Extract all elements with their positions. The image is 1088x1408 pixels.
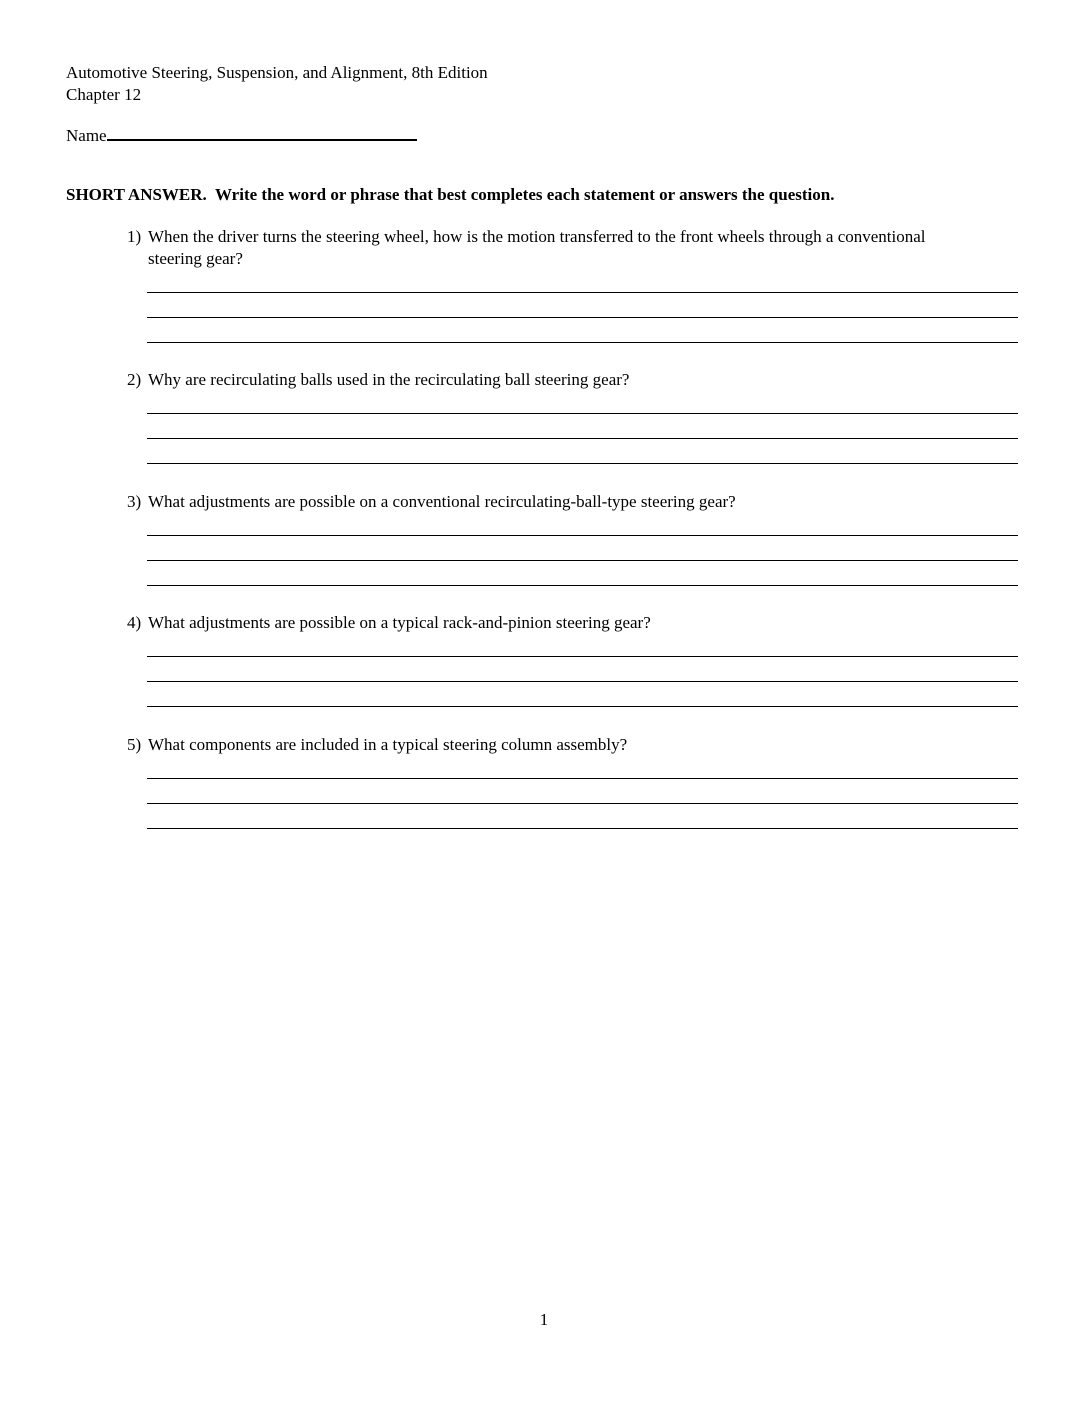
answer-blank-line [147, 682, 1018, 707]
answer-blank-line [147, 293, 1018, 318]
answer-lines-group [147, 632, 1018, 707]
question-number: 1) [127, 227, 142, 246]
answer-blank-line [147, 389, 1018, 414]
answer-lines-group [147, 511, 1018, 586]
answer-blank-line [147, 657, 1018, 682]
question-3 [0, 491, 1088, 586]
document-header [66, 62, 488, 106]
name-blank-line [107, 124, 417, 141]
question-2 [0, 369, 1088, 464]
answer-blank-line [147, 754, 1018, 779]
answer-blank-line [147, 511, 1018, 536]
question-text-row [127, 226, 1088, 270]
answer-blank-line [147, 632, 1018, 657]
question-text-row [127, 491, 1088, 513]
answer-blank-line [147, 268, 1018, 293]
section-instruction: SHORT ANSWER. Write the word or phrase that best completes each statement or answers the question. [66, 185, 835, 204]
answer-blank-line [147, 804, 1018, 829]
answer-lines-group [147, 754, 1018, 829]
answer-blank-line [147, 561, 1018, 586]
question-number: 3) [127, 492, 142, 511]
question-text: What adjustments are possible on a conventional recirculating-ball-type steering gear? [148, 492, 736, 511]
question-text: What components are included in a typical steering column assembly? [148, 735, 628, 754]
book-title: Automotive Steering, Suspension, and Alignment, 8th Edition [66, 63, 488, 82]
question-text: When the driver turns the steering wheel, how is the motion transferred to the front wheels through a conventional steering gear? [148, 227, 926, 268]
question-text: Why are recirculating balls used in the recirculating ball steering gear? [148, 370, 630, 389]
answer-blank-line [147, 779, 1018, 804]
name-row [66, 124, 417, 146]
answer-blank-line [147, 318, 1018, 343]
page-number: 1 [539, 1310, 549, 1329]
name-label: Name [66, 126, 107, 145]
answer-lines-group [147, 389, 1018, 464]
question-text: What adjustments are possible on a typical rack-and-pinion steering gear? [148, 613, 651, 632]
question-text-row [127, 369, 1088, 391]
question-text-row [127, 734, 1088, 756]
chapter-label: Chapter 12 [66, 85, 142, 104]
question-number: 2) [127, 370, 142, 389]
answer-blank-line [147, 414, 1018, 439]
question-text-row [127, 612, 1088, 634]
answer-blank-line [147, 536, 1018, 561]
question-number: 4) [127, 613, 142, 632]
answer-blank-line [147, 439, 1018, 464]
question-5 [0, 734, 1088, 829]
answer-lines-group [147, 268, 1018, 343]
question-number: 5) [127, 735, 142, 754]
question-4 [0, 612, 1088, 707]
question-1 [0, 226, 1088, 343]
